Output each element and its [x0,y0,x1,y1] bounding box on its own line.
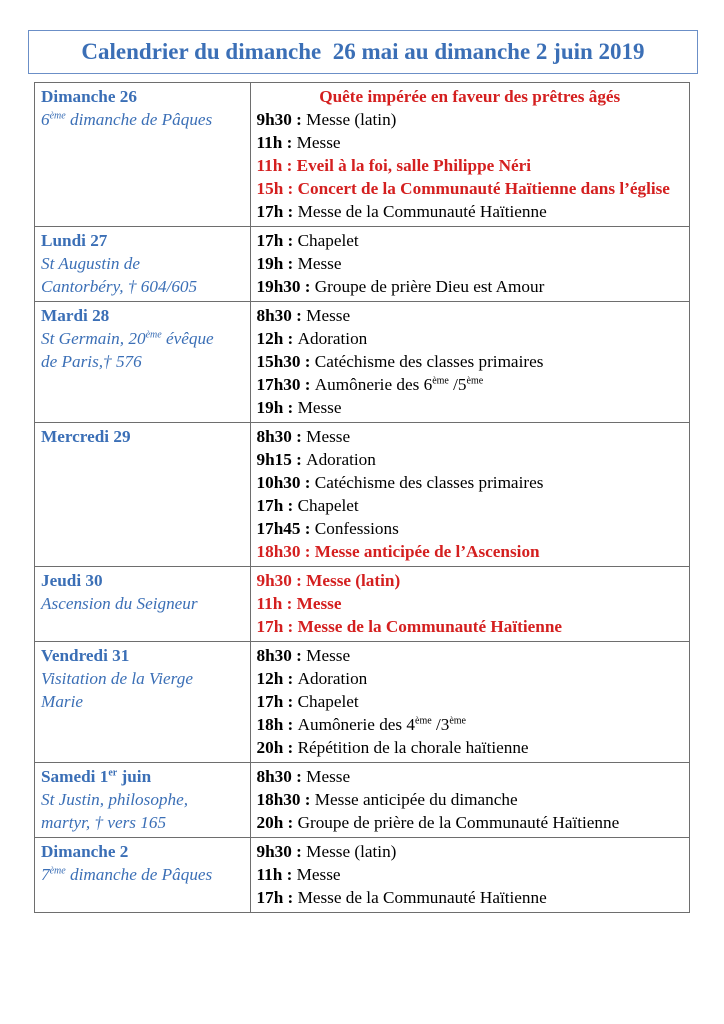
page-title: Calendrier du dimanche 26 mai au dimanche 2 juin 2019 [81,39,645,64]
event-line: 10h30 : Catéchisme des classes primaires [256,473,544,492]
day-name: Lundi 27 [41,231,108,250]
day-cell [35,423,251,567]
day-cell [35,567,251,642]
events-cell [250,838,690,913]
day-name: Mercredi 29 [41,427,131,446]
day-saint: 6ème dimanche de Pâques [41,110,213,129]
day-row [35,838,690,913]
day-name: Dimanche 2 [41,842,129,861]
day-saint: martyr, † vers 165 [41,813,167,832]
event-line: 8h30 : Messe [256,306,351,325]
event-line: 9h30 : Messe (latin) [256,842,397,861]
event-line: 12h : Adoration [256,329,368,348]
events-cell [250,227,690,302]
event-line-highlight: 11h : Eveil à la foi, salle Philippe Néri [256,156,532,175]
day-cell [35,642,251,763]
day-cell [35,83,251,227]
event-line-highlight: 11h : Messe [256,594,342,613]
events-cell [250,302,690,423]
event-line: 18h : Aumônerie des 4ème /3ème [256,715,466,734]
event-line: 12h : Adoration [256,669,368,688]
event-line: 19h : Messe [256,398,342,417]
day-cell [35,763,251,838]
day-name: Dimanche 26 [41,87,137,106]
event-line: 17h : Messe de la Communauté Haïtienne [256,202,547,221]
quete-note: Quête impérée en faveur des prêtres âgés [319,87,621,106]
event-line: 8h30 : Messe [256,767,351,786]
event-line: 20h : Groupe de prière de la Communauté Haïtienne [256,813,620,832]
event-line: 11h : Messe [256,133,341,152]
day-saint: St Augustin de [41,254,140,273]
events-cell [250,423,690,567]
event-line: 17h45 : Confessions [256,519,399,538]
day-saint: Marie [41,692,84,711]
calendar-table [34,82,690,913]
day-name: Mardi 28 [41,306,110,325]
day-saint: Ascension du Seigneur [41,594,198,613]
events-cell [250,763,690,838]
day-saint: St Germain, 20ème évêque [41,329,214,348]
events-cell [250,567,690,642]
event-line-highlight: 15h : Concert de la Communauté Haïtienne dans l’église [256,179,670,198]
event-line: 20h : Répétition de la chorale haïtienne [256,738,529,757]
day-cell [35,227,251,302]
events-cell [250,83,690,227]
day-row [35,642,690,763]
event-line-highlight: 18h30 : Messe anticipée de l’Ascension [256,542,540,561]
event-line: 11h : Messe [256,865,341,884]
day-name: Jeudi 30 [41,571,103,590]
day-row [35,423,690,567]
day-row [35,227,690,302]
events-cell [250,642,690,763]
day-cell [35,302,251,423]
event-line: 18h30 : Messe anticipée du dimanche [256,790,518,809]
event-line: 8h30 : Messe [256,427,351,446]
event-line: 17h : Chapelet [256,692,359,711]
day-row [35,302,690,423]
event-line: 9h30 : Messe (latin) [256,110,397,129]
day-saint: 7ème dimanche de Pâques [41,865,213,884]
day-row [35,567,690,642]
event-line-highlight: 17h : Messe de la Communauté Haïtienne [256,617,563,636]
day-saint: St Justin, philosophe, [41,790,189,809]
event-line: 17h30 : Aumônerie des 6ème /5ème [256,375,484,394]
day-name: Samedi 1er juin [41,767,152,786]
day-name: Vendredi 31 [41,646,130,665]
event-line: 19h : Messe [256,254,342,273]
day-saint: Visitation de la Vierge [41,669,193,688]
event-line: 19h30 : Groupe de prière Dieu est Amour [256,277,545,296]
event-line: 17h : Chapelet [256,496,359,515]
day-row [35,83,690,227]
event-line-highlight: 9h30 : Messe (latin) [256,571,401,590]
day-row [35,763,690,838]
day-cell [35,838,251,913]
event-line: 17h : Messe de la Communauté Haïtienne [256,888,547,907]
event-line: 17h : Chapelet [256,231,359,250]
event-line: 8h30 : Messe [256,646,351,665]
event-line: 15h30 : Catéchisme des classes primaires [256,352,544,371]
day-saint: de Paris,† 576 [41,352,142,371]
event-line: 9h15 : Adoration [256,450,376,469]
day-saint: Cantorbéry, † 604/605 [41,277,198,296]
title-box [28,30,698,74]
